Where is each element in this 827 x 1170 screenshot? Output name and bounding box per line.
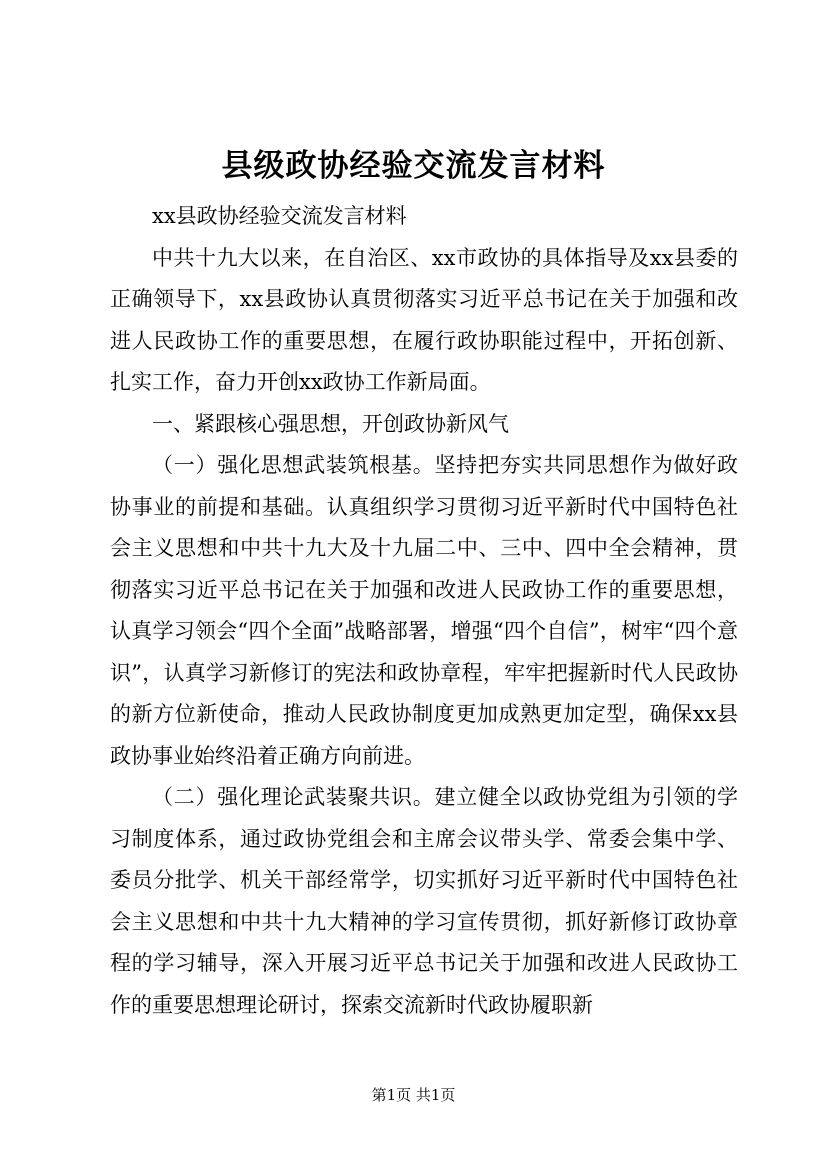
subtitle-paragraph: xx县政协经验交流发言材料 [152,204,407,228]
page-footer: 第1页 共1页 [371,1086,456,1104]
document-body [110,196,738,1026]
body-paragraph: （二）强化理论武装聚共识。建立健全以政协党组为引领的学习制度体系，通过政协党组会和主席会议带头学、常委会集中学、委员分批学、机关干部经常学，切实抓好习近平新时代中国特色社会主义思想和中共十九大精神的学习宣传贯彻，抓好新修订政协章程的学习辅导，深入开展习近平总书记关于加强和改进人民政协工作的重要思想理论研讨，探索交流新时代政协履职新 [110,785,738,1017]
section-heading: 一、紧跟核心强思想，开创政协新风气 [152,411,509,436]
document-title: 县级政协经验交流发言材料 [221,148,606,184]
body-paragraph: （一）强化思想武装筑根基。坚持把夯实共同思想作为做好政协事业的前提和基础。认真组织学习贯彻习近平新时代中国特色社会主义思想和中共十九大及十九届二中、三中、四中全会精神，贯彻落实习近平总书记在关于加强和改进人民政协工作的重要思想，认真学习领会“四个全面”战略部署，增强“四个自信”，树牢“四个意识”，认真学习新修订的宪法和政协章程，牢牢把握新时代人民政协的新方位新使命，推动人民政协制度更加成熟更加定型，确保xx县政协事业始终沿着正确方向前进。 [110,453,738,768]
intro-paragraph: 中共十九大以来，在自治区、xx市政协的具体指导及xx县委的正确领导下，xx县政协认真贯彻落实习近平总书记在关于加强和改进人民政协工作的重要思想，在履行政协职能过程中，开拓创新、扎实工作，奋力开创xx政协工作新局面。 [110,245,738,394]
